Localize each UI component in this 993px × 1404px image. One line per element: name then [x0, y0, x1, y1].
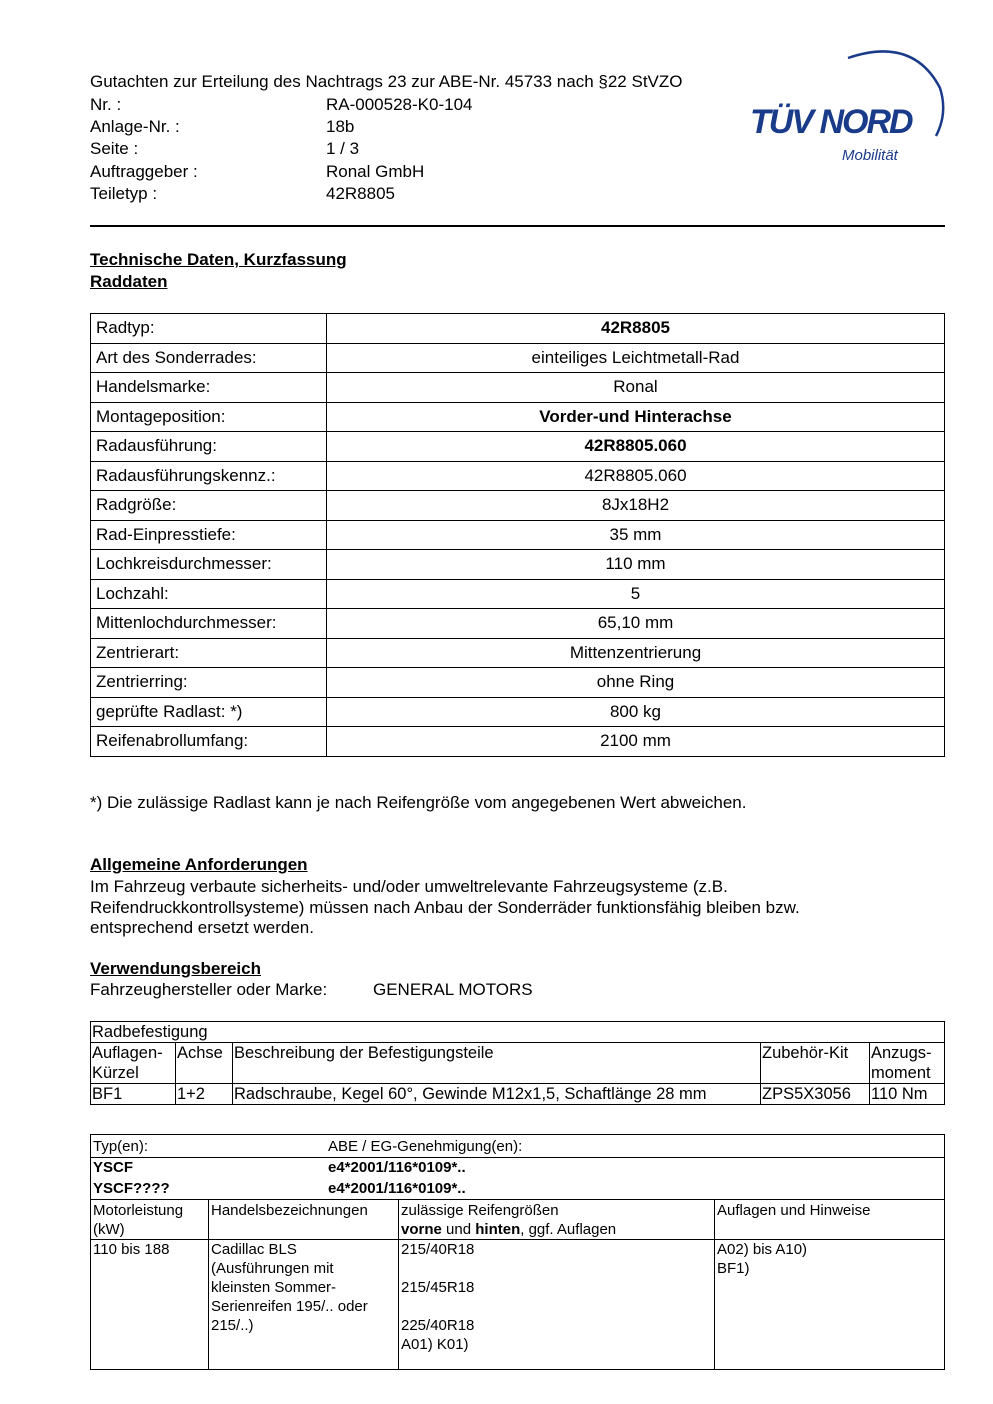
table-row	[91, 520, 945, 550]
table-row	[91, 314, 945, 344]
col-header-auflagen: Auflagen und Hinweise	[717, 1202, 871, 1219]
header-line: Auflagen-	[92, 1044, 163, 1062]
cell-kit: ZPS5X3056	[761, 1084, 870, 1105]
befestigung-title: Radbefestigung	[91, 1022, 945, 1043]
cell-leistung: 110 bis 188	[93, 1241, 170, 1258]
row-value: Mittenzentrierung	[327, 638, 945, 668]
row-label: Lochzahl:	[91, 579, 327, 609]
table-row	[91, 550, 945, 580]
row-label: Zentrierring:	[91, 668, 327, 698]
allgemein-line: entsprechend ersetzt werden.	[90, 918, 314, 937]
row-value: einteiliges Leichtmetall-Rad	[327, 343, 945, 373]
typ-label: Typ(en):	[93, 1138, 149, 1155]
col-header-kit: Zubehör-Kit	[761, 1043, 870, 1084]
row-value: 800 kg	[327, 697, 945, 727]
header-text: , ggf. Auflagen	[520, 1221, 617, 1238]
row-label: Radausführungskennz.:	[91, 461, 327, 491]
col-header-leistung: Motorleistung (kW)	[93, 1202, 184, 1238]
verwendung-value: GENERAL MOTORS	[373, 980, 533, 999]
header-row-nr	[90, 93, 740, 116]
header-value: 18b	[326, 117, 355, 136]
typen-table	[90, 1134, 945, 1370]
header-label: Auftraggeber :	[90, 162, 198, 181]
col-header-beschreibung: Beschreibung der Befestigungsteile	[233, 1043, 761, 1084]
table-row	[91, 1084, 945, 1105]
table-row	[91, 727, 945, 757]
header-row-anlage	[90, 115, 740, 138]
row-label: Montageposition:	[91, 402, 327, 432]
header-value: 1 / 3	[326, 139, 360, 158]
header-value: Ronal GmbH	[326, 162, 425, 181]
cell-reifen: 215/40R18 215/45R18 225/40R18 A01) K01)	[401, 1241, 475, 1353]
col-header-kuerzel	[91, 1043, 176, 1084]
table-row	[91, 579, 945, 609]
header-line: moment	[871, 1064, 931, 1082]
header-label: Teiletyp :	[90, 184, 158, 203]
header-value: RA-000528-K0-104	[326, 95, 473, 114]
row-value: ohne Ring	[327, 668, 945, 698]
raddaten-table	[90, 313, 945, 757]
column-divider	[208, 1199, 209, 1369]
tuev-nord-logo	[748, 48, 948, 173]
row-label: Mittenlochdurchmesser:	[91, 609, 327, 639]
header-row-seite	[90, 137, 740, 160]
verwendung-heading: Verwendungsbereich	[90, 959, 261, 978]
row-value: 65,10 mm	[327, 609, 945, 639]
row-label: Lochkreisdurchmesser:	[91, 550, 327, 580]
row-value: 42R8805.060	[327, 461, 945, 491]
header-line: zulässige Reifengrößen	[401, 1202, 559, 1219]
divider	[91, 1199, 944, 1200]
allgemein-heading: Allgemeine Anforderungen	[90, 855, 308, 874]
row-value: 8Jx18H2	[327, 491, 945, 521]
col-header-handel: Handelsbezeichnungen	[211, 1202, 368, 1219]
table-row	[91, 373, 945, 403]
cell-beschreibung: Radschraube, Kegel 60°, Gewinde M12x1,5, Schaftlänge 28 mm	[233, 1084, 761, 1105]
header-bold: vorne	[401, 1221, 442, 1238]
abe-value: e4*2001/116*0109*..	[328, 1180, 466, 1197]
header-value: 42R8805	[326, 184, 396, 203]
divider	[91, 1157, 944, 1158]
header-line: Kürzel	[92, 1064, 139, 1082]
footnote: *) Die zulässige Radlast kann je nach Reifengröße vom angegebenen Wert abweichen.	[90, 793, 747, 812]
typ-value: YSCF	[93, 1159, 134, 1176]
col-header-achse: Achse	[176, 1043, 233, 1084]
row-value: 2100 mm	[327, 727, 945, 757]
abe-label: ABE / EG-Genehmigung(en):	[328, 1138, 523, 1155]
logo-subtext: Mobilität	[842, 147, 898, 164]
table-row	[91, 343, 945, 373]
allgemein-line: Reifendruckkontrollsysteme) müssen nach Anbau der Sonderräder funktionsfähig bleiben bzw.	[90, 898, 800, 917]
col-header-reifen	[401, 1201, 616, 1239]
table-row	[91, 609, 945, 639]
row-value: 110 mm	[327, 550, 945, 580]
header-bold: hinten	[475, 1221, 521, 1238]
logo-text: TÜV NORD	[750, 103, 912, 141]
header-line: Anzugs-	[871, 1044, 932, 1062]
row-value: 35 mm	[327, 520, 945, 550]
table-row	[91, 697, 945, 727]
header-label: Anlage-Nr. :	[90, 117, 180, 136]
table-row	[91, 402, 945, 432]
row-label: Rad-Einpresstiefe:	[91, 520, 327, 550]
header-label: Nr. :	[90, 95, 122, 114]
typ-value: YSCF????	[93, 1180, 170, 1197]
column-divider	[398, 1199, 399, 1369]
abe-value: e4*2001/116*0109*..	[328, 1159, 466, 1176]
table-row	[91, 461, 945, 491]
header-row-auftraggeber	[90, 160, 740, 183]
header-text: und	[441, 1221, 476, 1238]
cell-moment: 110 Nm	[870, 1084, 945, 1105]
section-heading: Technische Daten, Kurzfassung	[90, 250, 347, 269]
header-divider	[90, 225, 945, 227]
table-row	[91, 668, 945, 698]
table-row	[91, 638, 945, 668]
row-value: Ronal	[327, 373, 945, 403]
row-label: Art des Sonderrades:	[91, 343, 327, 373]
col-header-moment	[870, 1043, 945, 1084]
row-label: Zentrierart:	[91, 638, 327, 668]
cell-achse: 1+2	[176, 1084, 233, 1105]
befestigung-table	[90, 1021, 945, 1105]
row-value: 42R8805.060	[327, 432, 945, 462]
row-label: geprüfte Radlast: *)	[91, 697, 327, 727]
cell-kuerzel: BF1	[91, 1084, 176, 1105]
document-title: Gutachten zur Erteilung des Nachtrags 23 zur ABE-Nr. 45733 nach §22 StVZO	[90, 72, 683, 91]
row-label: Reifenabrollumfang:	[91, 727, 327, 757]
allgemein-line: Im Fahrzeug verbaute sicherheits- und/oder umweltrelevante Fahrzeugsysteme (z.B.	[90, 877, 728, 896]
row-label: Handelsmarke:	[91, 373, 327, 403]
cell-handel: Cadillac BLS (Ausführungen mit kleinsten Sommer- Serienreifen 195/.. oder 215/..)	[211, 1241, 368, 1334]
header-label: Seite :	[90, 139, 139, 158]
row-value: Vorder-und Hinterachse	[327, 402, 945, 432]
row-value: 5	[327, 579, 945, 609]
table-row	[91, 491, 945, 521]
row-value: 42R8805	[327, 314, 945, 344]
verwendung-label: Fahrzeughersteller oder Marke:	[90, 980, 328, 999]
section-subheading: Raddaten	[90, 272, 168, 291]
row-label: Radgröße:	[91, 491, 327, 521]
row-label: Radausführung:	[91, 432, 327, 462]
row-label: Radtyp:	[91, 314, 327, 344]
cell-auflagen: A02) bis A10) BF1)	[717, 1241, 808, 1277]
header-row-teiletyp	[90, 182, 740, 205]
column-divider	[714, 1199, 715, 1369]
table-row	[91, 432, 945, 462]
